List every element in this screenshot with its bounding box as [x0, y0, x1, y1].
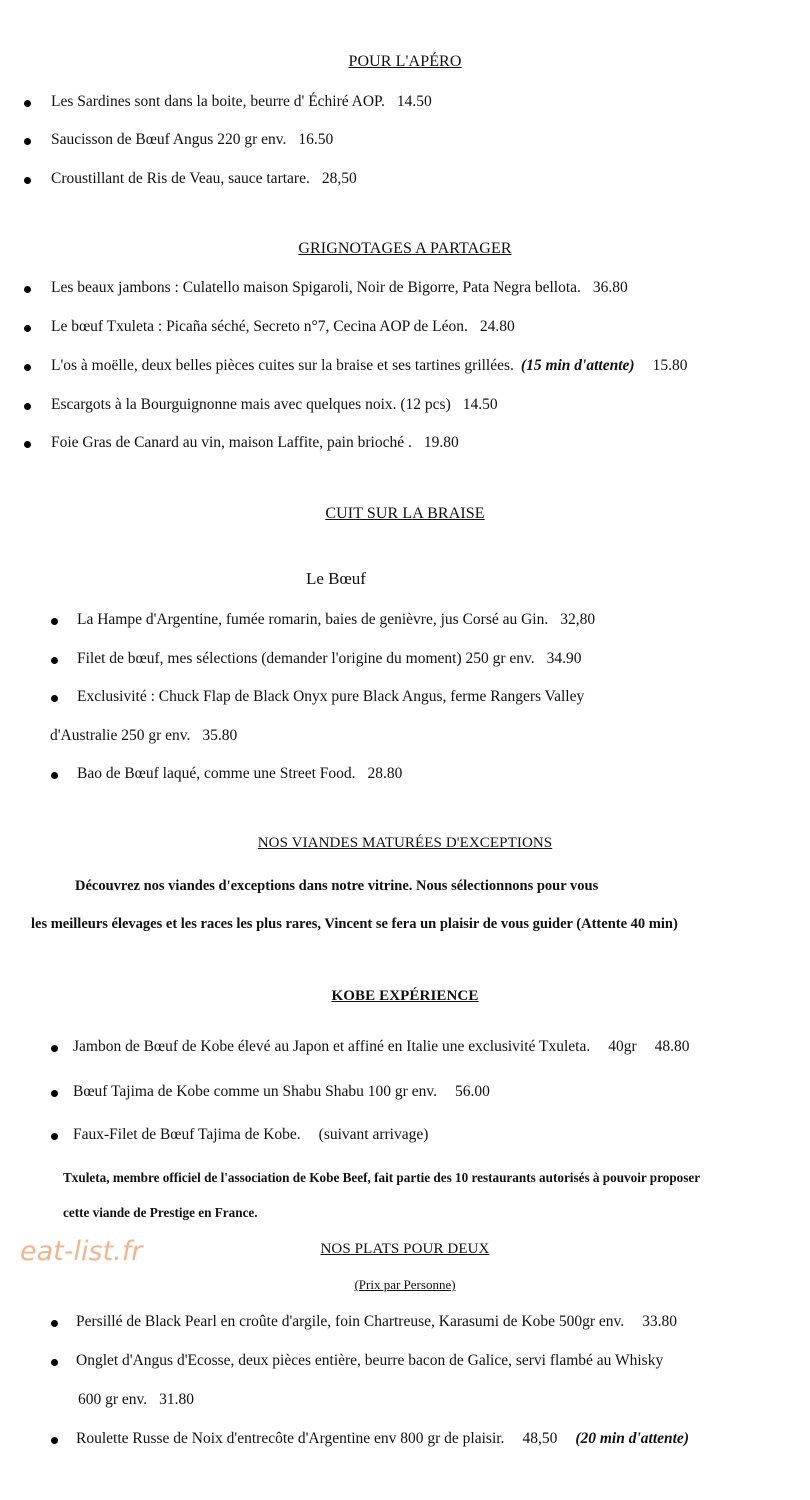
wait-note: (15 min d'attente) [520, 357, 635, 374]
item-price: 19.80 [423, 434, 459, 451]
item-price: 33.80 [642, 1313, 678, 1330]
bullet-icon [24, 286, 31, 293]
bullet-icon [51, 1090, 58, 1097]
item-text: d'Australie 250 gr env. [50, 727, 191, 744]
bullet-icon [51, 618, 58, 625]
item-price: 56.00 [454, 1083, 490, 1100]
item-text: Filet de bœuf, mes sélections (demander l'origine du moment) 250 gr env. [77, 650, 535, 667]
kobe-note-line-1: Txuleta, membre officiel de l'association de Kobe Beef, fait partie des 10 restaurants autorisés à pouvoir proposer [63, 1170, 701, 1185]
item-price: 15.80 [652, 357, 688, 374]
item-price: 28.80 [367, 765, 403, 782]
bullet-icon [51, 695, 58, 702]
watermark-logo: eat-list.fr [20, 1236, 143, 1267]
bullet-icon [51, 1045, 58, 1052]
section-title-braise: CUIT SUR LA BRAISE [325, 505, 485, 522]
section-title-apero: POUR L'APÉRO [348, 53, 462, 70]
item-text: Jambon de Bœuf de Kobe élevé au Japon et affiné en Italie une exclusivité Txuleta. [73, 1038, 591, 1055]
section-title-maturees: NOS VIANDES MATURÉES D'EXCEPTIONS [257, 835, 553, 851]
item-text: Foie Gras de Canard au vin, maison Laffite, pain brioché . [51, 434, 412, 451]
item-price: 14.50 [462, 396, 498, 413]
list-item-continuation [78, 1391, 194, 1409]
item-text: La Hampe d'Argentine, fumée romarin, baies de genièvre, jus Corsé au Gin. [77, 611, 549, 628]
item-price: 34.90 [546, 650, 582, 667]
bullet-icon [51, 1359, 58, 1366]
item-text: Bœuf Tajima de Kobe comme un Shabu Shabu 100 gr env. [73, 1083, 437, 1100]
item-text: Persillé de Black Pearl en croûte d'argile, foin Chartreuse, Karasumi de Kobe 500gr env. [76, 1313, 625, 1330]
item-price: 35.80 [202, 727, 238, 744]
maturees-note-line-1: Découvrez nos viandes d'exceptions dans notre vitrine. Nous sélectionnons pour vous [75, 878, 599, 894]
item-text: Bao de Bœuf laqué, comme une Street Food. [77, 765, 356, 782]
wait-note: (20 min d'attente) [575, 1430, 689, 1447]
item-text: Les beaux jambons : Culatello maison Spigaroli, Noir de Bigorre, Pata Negra bellota. [51, 279, 581, 296]
section-title-grignotages: GRIGNOTAGES A PARTAGER [298, 240, 512, 257]
bullet-icon [24, 403, 31, 410]
item-price: 36.80 [592, 279, 628, 296]
item-text: L'os à moëlle, deux belles pièces cuites sur la braise et ses tartines grillées. [51, 357, 514, 374]
item-availability: (suivant arrivage) [318, 1126, 429, 1143]
maturees-note-line-2: les meilleurs élevages et les races les plus rares, Vincent se fera un plaisir de vous guider (Attente 40 min) [31, 916, 678, 932]
item-price: 16.50 [298, 131, 334, 148]
item-price: 14.50 [396, 93, 432, 110]
item-price: 24.80 [479, 318, 515, 335]
bullet-icon [51, 657, 58, 664]
item-text: Faux-Filet de Bœuf Tajima de Kobe. [73, 1126, 301, 1143]
kobe-note-line-2: cette viande de Prestige en France. [63, 1205, 258, 1220]
item-text: 600 gr env. [78, 1391, 148, 1408]
subsection-title-boeuf: Le Bœuf [306, 569, 366, 588]
item-price: 31.80 [159, 1391, 195, 1408]
item-price: 28,50 [321, 170, 357, 187]
bullet-icon [51, 1133, 58, 1140]
item-price: 48.80 [654, 1038, 690, 1055]
item-text: Le bœuf Txuleta : Picaña séché, Secreto n°7, Cecina AOP de Léon. [51, 318, 468, 335]
bullet-icon [24, 138, 31, 145]
bullet-icon [51, 1320, 58, 1327]
item-text: Exclusivité : Chuck Flap de Black Onyx pure Black Angus, ferme Rangers Valley [77, 688, 585, 705]
section-title-deux: NOS PLATS POUR DEUX [320, 1241, 490, 1257]
section-title-kobe: KOBE EXPÉRIENCE [331, 988, 479, 1004]
list-item-continuation [50, 727, 237, 745]
bullet-icon [24, 177, 31, 184]
item-text: Croustillant de Ris de Veau, sauce tartare. [51, 170, 310, 187]
bullet-icon [24, 100, 31, 107]
item-text: Saucisson de Bœuf Angus 220 gr env. [51, 131, 287, 148]
price-per-person-note: (Prix par Personne) [354, 1277, 456, 1292]
item-text: Roulette Russe de Noix d'entrecôte d'Argentine env 800 gr de plaisir. [76, 1430, 505, 1447]
item-text: Onglet d'Angus d'Ecosse, deux pièces entière, beurre bacon de Galice, servi flambé au Whisky [76, 1352, 664, 1369]
item-price: 48,50 [522, 1430, 558, 1447]
bullet-icon [51, 1437, 58, 1444]
bullet-icon [24, 364, 31, 371]
bullet-icon [24, 325, 31, 332]
item-quantity: 40gr [608, 1038, 637, 1055]
item-text: Escargots à la Bourguignonne mais avec quelques noix. (12 pcs) [51, 396, 451, 413]
item-price: 32,80 [560, 611, 596, 628]
item-text: Les Sardines sont dans la boite, beurre d' Échiré AOP. [51, 93, 385, 110]
bullet-icon [24, 441, 31, 448]
bullet-icon [51, 772, 58, 779]
